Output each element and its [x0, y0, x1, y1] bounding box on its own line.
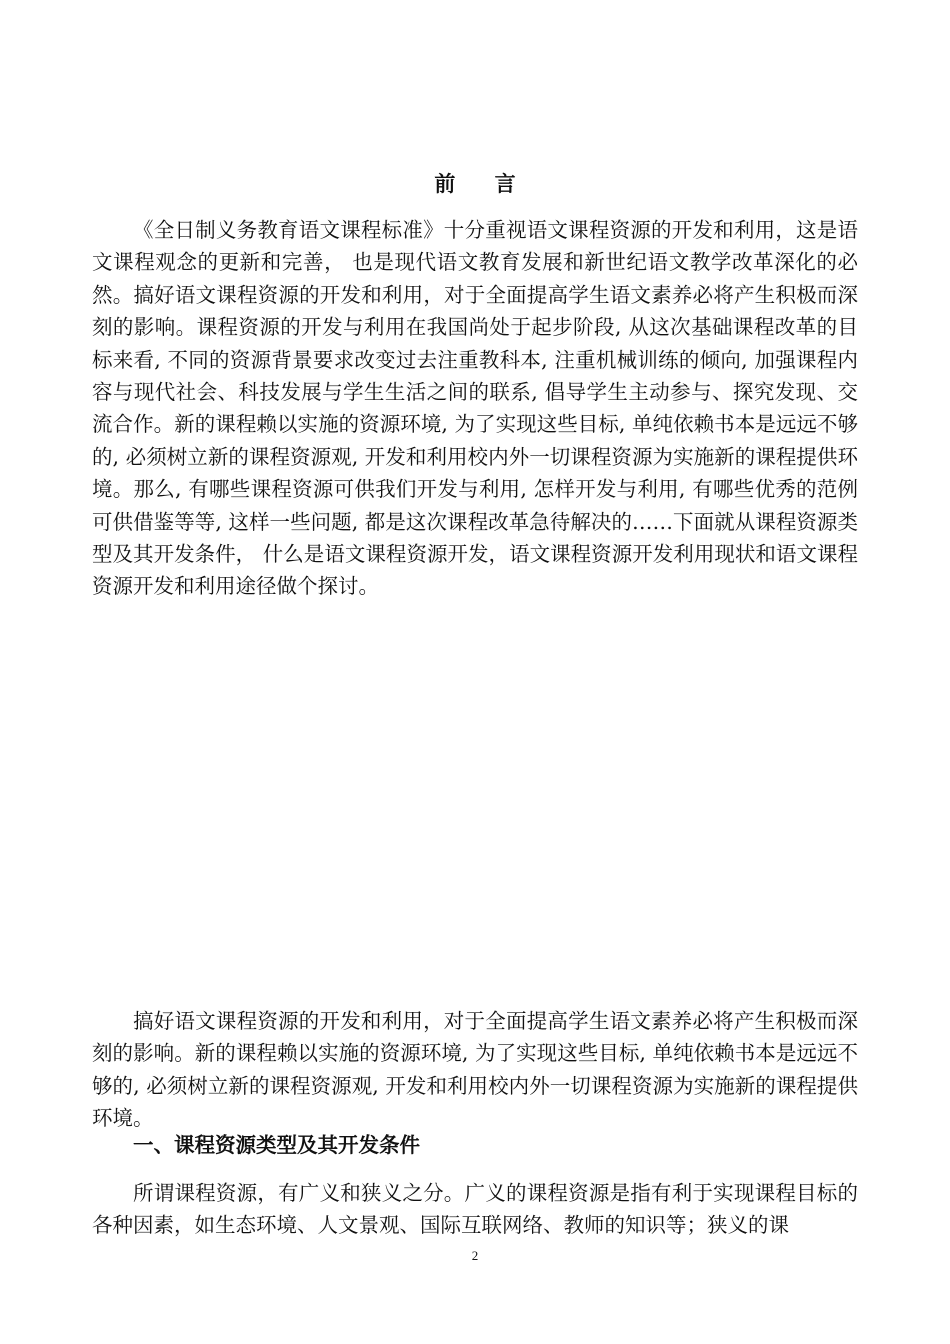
section-heading: 一、课程资源类型及其开发条件 [133, 1133, 420, 1157]
preface-title: 前 言 [434, 171, 532, 196]
preface-paragraph: 《全日制义务教育语文课程标准》十分重视语文课程资源的开发和利用，这是语文课程观念的更新和完善， 也是现代语文教育发展和新世纪语文教学改革深化的必然。搞好语文课程资源的开发和利用，对于全面提高学生语文素养必将产生积极而深刻的影响。课程资源的开发与利用在我国尚处于起步阶段, 从这次基础课程改革的目标来看, 不同的资源背景要求改变过去注重教科本, 注重机械训练的倾向, 加强课程内容与现代社会、科技发展与学生生活之间的联系, 倡导学生主动参与、探究发现、交流合作。新的课程赖以实施的资源环境, 为了实现这些目标, 单纯依赖书本是远远不够的, 必须树立新的课程资源观, 开发和利用校内外一切课程资源为实施新的课程提供环境。那么, 有哪些课程资源可供我们开发与利用, 怎样开发与利用, 有哪些优秀的范例可供借鉴等等, 这样一些问题, 都是这次课程改革急待解决的……下面就从课程资源类型及其开发条件， 什么是语文课程资源开发，语文课程资源开发利用现状和语文课程资源开发和利用途径做个探讨。 [92, 218, 858, 599]
section-paragraph: 所谓课程资源，有广义和狭义之分。广义的课程资源是指有利于实现课程目标的各种因素，如生态环境、人文景观、国际互联网络、教师的知识等；狭义的课 [92, 1181, 858, 1238]
page-number: 2 [471, 1248, 479, 1263]
intro-paragraph: 搞好语文课程资源的开发和利用，对于全面提高学生语文素养必将产生积极而深刻的影响。新的课程赖以实施的资源环境, 为了实现这些目标, 单纯依赖书本是远远不够的, 必须树立新的课程资源观, 开发和利用校内外一切课程资源为实施新的课程提供环境。 [92, 1009, 858, 1131]
